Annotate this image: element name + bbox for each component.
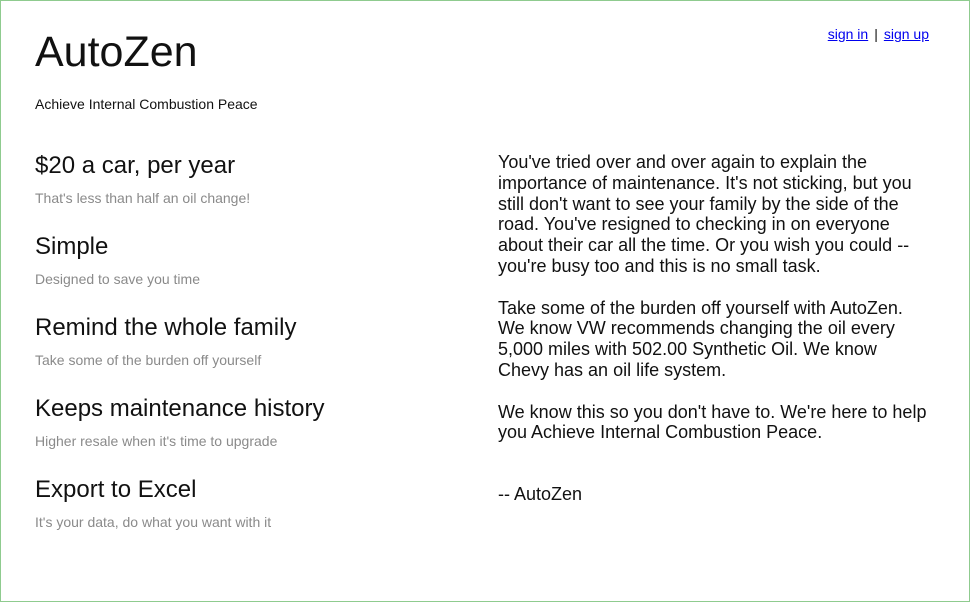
site-title: AutoZen: [35, 28, 198, 76]
sign-in-link[interactable]: sign in: [827, 26, 869, 42]
pitch-text: [498, 152, 928, 526]
feature-title: Simple: [35, 233, 109, 260]
pitch-signature: -- AutoZen: [498, 484, 583, 505]
feature-title: Keeps maintenance history: [35, 395, 325, 422]
pitch-paragraph: Take some of the burden off yourself with AutoZen. We know VW recommends changing the oil every 5,000 miles with 502.00 Synthetic Oil. We know Chevy has an oil life system.: [498, 297, 903, 380]
feature-item-history: [35, 395, 455, 449]
feature-subtitle: It's your data, do what you want with it: [35, 514, 272, 530]
feature-item-price: [35, 152, 455, 206]
feature-subtitle: Take some of the burden off yourself: [35, 352, 262, 368]
feature-item-export: [35, 476, 455, 530]
feature-title: $20 a car, per year: [35, 152, 236, 179]
brand-block: [35, 28, 258, 112]
pitch-paragraph: You've tried over and over again to explain the importance of maintenance. It's not sticking, but you still don't want to see your family by the side of the road. You've resigned to checking in on everyone about their car all the time. Or you wish you could -- you're busy too and this is no small task.: [498, 152, 912, 276]
auth-links: [828, 26, 929, 42]
feature-title: Remind the whole family: [35, 314, 297, 341]
tagline: Achieve Internal Combustion Peace: [35, 96, 258, 112]
sign-up-link[interactable]: sign up: [883, 26, 929, 42]
feature-subtitle: Designed to save you time: [35, 271, 200, 287]
feature-subtitle: Higher resale when it's time to upgrade: [35, 433, 278, 449]
feature-list: [35, 152, 455, 557]
pitch-paragraph: We know this so you don't have to. We're here to help you Achieve Internal Combustion Peace.: [498, 401, 927, 443]
feature-subtitle: That's less than half an oil change!: [35, 190, 251, 206]
feature-item-family: [35, 314, 455, 368]
feature-item-simple: [35, 233, 455, 287]
feature-title: Export to Excel: [35, 476, 197, 503]
auth-separator: |: [874, 26, 878, 42]
